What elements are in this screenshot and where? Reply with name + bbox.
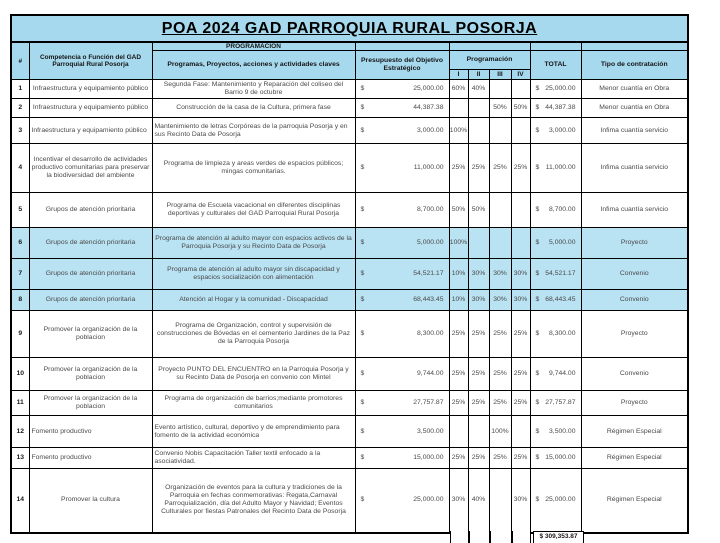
- presupuesto-amount: 8,300.00: [417, 330, 444, 337]
- tipo-contratacion-cell: Convenio: [581, 358, 688, 391]
- currency-symbol: $: [360, 496, 365, 504]
- currency-symbol: $: [360, 399, 365, 406]
- programa-cell: Construcción de la casa de la Cultura, primera fase: [152, 99, 355, 118]
- grand-total-q2-cell: [469, 531, 490, 543]
- q4-cell: [511, 118, 530, 144]
- col-header-presupuesto: Presupuesto del Objetivo Estratégico: [355, 51, 449, 80]
- q1-cell: 30%: [449, 469, 468, 533]
- q3-cell: [489, 228, 511, 259]
- total-cell: [530, 391, 581, 416]
- col-header-programacion-sub: Programación: [449, 51, 530, 70]
- presupuesto-cell: [355, 99, 449, 118]
- tipo-contratacion-cell: Infima cuantía servicio: [581, 118, 688, 144]
- q3-cell: 25%: [489, 391, 511, 416]
- row-number-cell: 1: [11, 80, 29, 99]
- total-amount: 44,387.38: [545, 104, 576, 111]
- col-header-q1: I: [449, 70, 468, 80]
- total-amount: 3,000.00: [549, 126, 576, 134]
- currency-symbol: $: [360, 454, 365, 461]
- header-spacer-total: [530, 42, 581, 51]
- header-spacer-tipo: [581, 42, 688, 51]
- currency-symbol: $: [535, 126, 540, 134]
- presupuesto-cell: [355, 290, 449, 311]
- tipo-contratacion-cell: Convenio: [581, 259, 688, 290]
- competencia-cell: Grupos de atención prioritaria: [29, 290, 152, 311]
- q4-cell: [511, 416, 530, 448]
- q3-cell: [489, 118, 511, 144]
- total-cell: [530, 448, 581, 469]
- presupuesto-amount: 3,500.00: [417, 427, 444, 435]
- currency-symbol: $: [360, 85, 365, 92]
- row-number-cell: 13: [11, 448, 29, 469]
- q2-cell: 25%: [468, 144, 489, 193]
- total-cell: [530, 311, 581, 358]
- q4-cell: [511, 193, 530, 228]
- total-amount: 54,521.17: [545, 270, 576, 277]
- currency-symbol: $: [360, 370, 365, 377]
- presupuesto-cell: [355, 144, 449, 193]
- col-header-tipo: Tipo de contratación: [581, 51, 688, 80]
- q2-cell: [468, 416, 489, 448]
- q2-cell: 30%: [468, 290, 489, 311]
- total-amount: 25,000.00: [545, 496, 576, 504]
- competencia-cell: Promover la cultura: [29, 469, 152, 533]
- programa-cell: Mantenimiento de letras Corpóreas de la parroquia Posorja y en sus Recinto Data de Posorja: [152, 118, 355, 144]
- competencia-cell: Infraestructura y equipamiento público: [29, 118, 152, 144]
- table-row: [11, 290, 688, 311]
- q2-cell: 30%: [468, 259, 489, 290]
- table-row: [11, 469, 688, 533]
- q4-cell: 25%: [511, 311, 530, 358]
- total-cell: [530, 416, 581, 448]
- q4-cell: [511, 80, 530, 99]
- q1-cell: 60%: [449, 80, 468, 99]
- row-number-cell: 7: [11, 259, 29, 290]
- presupuesto-amount: 11,000.00: [413, 164, 444, 171]
- total-cell: [530, 469, 581, 533]
- competencia-cell: Fomento productivo: [29, 416, 152, 448]
- table-row: [11, 416, 688, 448]
- table-row: [11, 193, 688, 228]
- q4-cell: 25%: [511, 144, 530, 193]
- table-row: [11, 311, 688, 358]
- competencia-cell: Grupos de atención prioritaria: [29, 193, 152, 228]
- q2-cell: 40%: [468, 80, 489, 99]
- presupuesto-cell: [355, 80, 449, 99]
- currency-symbol: $: [535, 239, 540, 246]
- q1-cell: 25%: [449, 448, 468, 469]
- tipo-contratacion-cell: Régimen Especial: [581, 469, 688, 533]
- presupuesto-amount: 15,000.00: [413, 454, 444, 461]
- q3-cell: [489, 469, 511, 533]
- presupuesto-amount: 54,521.17: [413, 270, 444, 277]
- q4-cell: 25%: [511, 358, 530, 391]
- col-header-total: TOTAL: [530, 51, 581, 80]
- total-cell: [530, 259, 581, 290]
- competencia-cell: Promover la organización de la poblacion: [29, 358, 152, 391]
- col-header-programacion-group: PROGRAMACIÓN: [152, 42, 355, 51]
- presupuesto-cell: [355, 311, 449, 358]
- total-amount: 11,000.00: [545, 164, 576, 171]
- currency-symbol: $: [360, 296, 365, 303]
- tipo-contratacion-cell: Menor cuantía en Obra: [581, 80, 688, 99]
- q1-cell: 50%: [449, 193, 468, 228]
- competencia-cell: Promover la organización de la poblacion: [29, 311, 152, 358]
- col-header-competencia: Competencia o Función del GAD Parroquial Rural Posorja: [29, 42, 152, 80]
- q2-cell: 25%: [468, 311, 489, 358]
- q4-cell: 25%: [511, 448, 530, 469]
- q3-cell: [489, 193, 511, 228]
- presupuesto-cell: [355, 259, 449, 290]
- competencia-cell: Infraestructura y equipamiento público: [29, 80, 152, 99]
- presupuesto-amount: 25,000.00: [413, 85, 444, 92]
- q3-cell: 50%: [489, 99, 511, 118]
- table-row: [11, 99, 688, 118]
- tipo-contratacion-cell: Proyecto: [581, 228, 688, 259]
- q4-cell: 25%: [511, 391, 530, 416]
- q3-cell: 100%: [489, 416, 511, 448]
- programa-cell: Convenio Nobis Capacitación Taller textil enfocado a la asociatividad.: [152, 448, 355, 469]
- poa-table: [10, 14, 689, 534]
- presupuesto-cell: [355, 118, 449, 144]
- presupuesto-cell: [355, 448, 449, 469]
- q1-cell: 10%: [449, 290, 468, 311]
- row-number-cell: 14: [11, 469, 29, 533]
- total-amount: 8,700.00: [549, 206, 576, 213]
- currency-symbol: $: [535, 399, 540, 406]
- col-header-num: #: [11, 42, 29, 80]
- currency-symbol: $: [535, 496, 540, 504]
- table-body: [11, 80, 688, 533]
- programa-cell: Atención al Hogar y la comunidad - Discapacidad: [152, 290, 355, 311]
- currency-symbol: $: [535, 330, 540, 337]
- competencia-cell: Grupos de atención prioritaria: [29, 228, 152, 259]
- total-amount: 9,744.00: [549, 370, 576, 377]
- programa-cell: Evento artístico, cultural, deportivo y de emprendimiento para fomento de la actividad económica: [152, 416, 355, 448]
- row-number-cell: 10: [11, 358, 29, 391]
- table-row: [11, 80, 688, 99]
- competencia-cell: Incentivar el desarrollo de actividades productivo comunitarias para preservar la biodiversidad del ambiente: [29, 144, 152, 193]
- presupuesto-cell: [355, 391, 449, 416]
- tipo-contratacion-cell: Infima cuantía servicio: [581, 193, 688, 228]
- competencia-cell: Promover la organización de la poblacion: [29, 391, 152, 416]
- presupuesto-amount: 5,000.00: [417, 239, 444, 246]
- q3-cell: 25%: [489, 358, 511, 391]
- total-amount: 3,500.00: [549, 427, 576, 435]
- header-spacer-quarters: [449, 42, 530, 51]
- q1-cell: 25%: [449, 391, 468, 416]
- q1-cell: 10%: [449, 259, 468, 290]
- tipo-contratacion-cell: Proyecto: [581, 311, 688, 358]
- currency-symbol: $: [535, 164, 540, 171]
- currency-symbol: $: [535, 206, 540, 213]
- competencia-cell: Fomento productivo: [29, 448, 152, 469]
- total-cell: [530, 99, 581, 118]
- q3-cell: [489, 80, 511, 99]
- q2-cell: 25%: [468, 448, 489, 469]
- table-row: [11, 391, 688, 416]
- currency-symbol: $: [360, 239, 365, 246]
- q2-cell: 40%: [468, 469, 489, 533]
- q3-cell: 30%: [489, 290, 511, 311]
- q3-cell: 25%: [489, 311, 511, 358]
- row-number-cell: 2: [11, 99, 29, 118]
- q4-cell: 30%: [511, 290, 530, 311]
- grand-total-q1-cell: [450, 531, 469, 543]
- total-amount: 8,300.00: [549, 330, 576, 337]
- currency-symbol: $: [360, 104, 365, 111]
- programa-cell: Programa de limpieza y areas verdes de espacios públicos; mingas comunitarias.: [152, 144, 355, 193]
- presupuesto-amount: 9,744.00: [417, 370, 444, 377]
- table-row: [11, 144, 688, 193]
- programa-cell: Proyecto PUNTO DEL ENCUENTRO en la Parroquia Posorja y su Recinto Data de Posorja en convenio con Mintel: [152, 358, 355, 391]
- page-title: POA 2024 GAD PARROQUIA RURAL POSORJA: [11, 15, 688, 42]
- presupuesto-cell: [355, 228, 449, 259]
- q3-cell: 25%: [489, 448, 511, 469]
- table-row: [11, 259, 688, 290]
- currency-symbol: $: [535, 104, 540, 111]
- row-number-cell: 9: [11, 311, 29, 358]
- row-number-cell: 5: [11, 193, 29, 228]
- q2-cell: 25%: [468, 391, 489, 416]
- grand-total-q3-cell: [490, 531, 512, 543]
- programa-cell: Organización de eventos para la cultura y tradiciones de la Parroquia en fechas conmemorativas: Regata,Carnaval Parroquialización, día del Adulto Mayor y Navidad; Eventos Culturales por fiestas Patronales del Recinto Data de Posorja: [152, 469, 355, 533]
- col-header-q3: III: [489, 70, 511, 80]
- presupuesto-cell: [355, 416, 449, 448]
- currency-symbol: $: [360, 427, 365, 435]
- table-row: [11, 448, 688, 469]
- row-number-cell: 11: [11, 391, 29, 416]
- currency-symbol: $: [360, 270, 365, 277]
- currency-symbol: $: [360, 126, 365, 134]
- q1-cell: 25%: [449, 144, 468, 193]
- q4-cell: [511, 228, 530, 259]
- currency-symbol: $: [535, 454, 540, 461]
- table-row: [11, 358, 688, 391]
- q3-cell: 30%: [489, 259, 511, 290]
- row-number-cell: 6: [11, 228, 29, 259]
- tipo-contratacion-cell: Régimen Especial: [581, 448, 688, 469]
- programa-cell: Programa de atención al adulto mayor sin discapacidad y espacios socialización con alimentación: [152, 259, 355, 290]
- q1-cell: 25%: [449, 311, 468, 358]
- q1-cell: [449, 416, 468, 448]
- col-header-programas: Programas, Proyectos, acciones y actividades claves: [152, 51, 355, 80]
- table-row: [11, 228, 688, 259]
- total-cell: [530, 193, 581, 228]
- programa-cell: Programa de organización de barrios;mediante promotores comunitarios: [152, 391, 355, 416]
- presupuesto-cell: [355, 193, 449, 228]
- q2-cell: [468, 228, 489, 259]
- title-row: [11, 15, 688, 42]
- q3-cell: 25%: [489, 144, 511, 193]
- total-cell: [530, 290, 581, 311]
- competencia-cell: Infraestructura y equipamiento público: [29, 99, 152, 118]
- currency-symbol: $: [360, 206, 365, 213]
- q1-cell: 100%: [449, 118, 468, 144]
- currency-symbol: $: [535, 270, 540, 277]
- total-amount: 68,443.45: [545, 296, 576, 303]
- total-amount: 25,000.00: [545, 85, 576, 92]
- q1-cell: 100%: [449, 228, 468, 259]
- total-cell: [530, 80, 581, 99]
- programa-cell: Segunda Fase: Mantenimiento y Reparación del coliseo del Barrio 9 de octubre: [152, 80, 355, 99]
- row-number-cell: 3: [11, 118, 29, 144]
- presupuesto-cell: [355, 469, 449, 533]
- competencia-cell: Grupos de atención prioritaria: [29, 259, 152, 290]
- row-number-cell: 4: [11, 144, 29, 193]
- q2-cell: 50%: [468, 193, 489, 228]
- q2-cell: 25%: [468, 358, 489, 391]
- total-cell: [530, 358, 581, 391]
- presupuesto-amount: 68,443.45: [413, 296, 444, 303]
- tipo-contratacion-cell: Convenio: [581, 290, 688, 311]
- currency-symbol: $: [535, 296, 540, 303]
- programa-cell: Programa de atención al adulto mayor con espacios activos de la Parroquia Posorja y su Recinto Data de Posorja: [152, 228, 355, 259]
- total-cell: [530, 228, 581, 259]
- total-cell: [530, 118, 581, 144]
- currency-symbol: $: [535, 427, 540, 435]
- presupuesto-cell: [355, 358, 449, 391]
- q4-cell: 30%: [511, 259, 530, 290]
- q2-cell: [468, 99, 489, 118]
- q1-cell: [449, 99, 468, 118]
- tipo-contratacion-cell: Régimen Especial: [581, 416, 688, 448]
- currency-symbol: $: [360, 330, 365, 337]
- programa-cell: Programa de Organización, control y supervisión de construcciones de Bóvedas en el cementerio Jardines de la Paz de la Parroquia Posorja: [152, 311, 355, 358]
- tipo-contratacion-cell: Proyecto: [581, 391, 688, 416]
- q4-cell: 30%: [511, 469, 530, 533]
- presupuesto-amount: 27,757.87: [413, 399, 444, 406]
- presupuesto-amount: 25,000.00: [413, 496, 444, 504]
- total-amount: 5,000.00: [549, 239, 576, 246]
- presupuesto-amount: 44,387.38: [413, 104, 444, 111]
- header-row-groups: [11, 42, 688, 51]
- programa-cell: Programa de Escuela vacacional en diferentes disciplinas deportivas y culturales del GAD Parroquial Rural Posorja: [152, 193, 355, 228]
- total-amount: 27,757.87: [545, 399, 576, 406]
- row-number-cell: 8: [11, 290, 29, 311]
- presupuesto-amount: 3,000.00: [417, 126, 444, 134]
- currency-symbol: $: [360, 164, 365, 171]
- q1-cell: 25%: [449, 358, 468, 391]
- col-header-q4: IV: [511, 70, 530, 80]
- row-number-cell: 12: [11, 416, 29, 448]
- currency-symbol: $: [535, 85, 540, 92]
- tipo-contratacion-cell: Menor cuantía en Obra: [581, 99, 688, 118]
- total-cell: [530, 144, 581, 193]
- header-spacer-presupuesto: [355, 42, 449, 51]
- presupuesto-amount: 8,700.00: [417, 206, 444, 213]
- q2-cell: [468, 118, 489, 144]
- currency-symbol: $: [535, 370, 540, 377]
- grand-total-value: $ 309,353.87: [533, 531, 584, 543]
- tipo-contratacion-cell: Infima cuantía servicio: [581, 144, 688, 193]
- total-amount: 15,000.00: [545, 454, 576, 461]
- grand-total-strip: [450, 531, 584, 543]
- q4-cell: 50%: [511, 99, 530, 118]
- grand-total-q4-cell: [512, 531, 531, 543]
- col-header-q2: II: [468, 70, 489, 80]
- table-row: [11, 118, 688, 144]
